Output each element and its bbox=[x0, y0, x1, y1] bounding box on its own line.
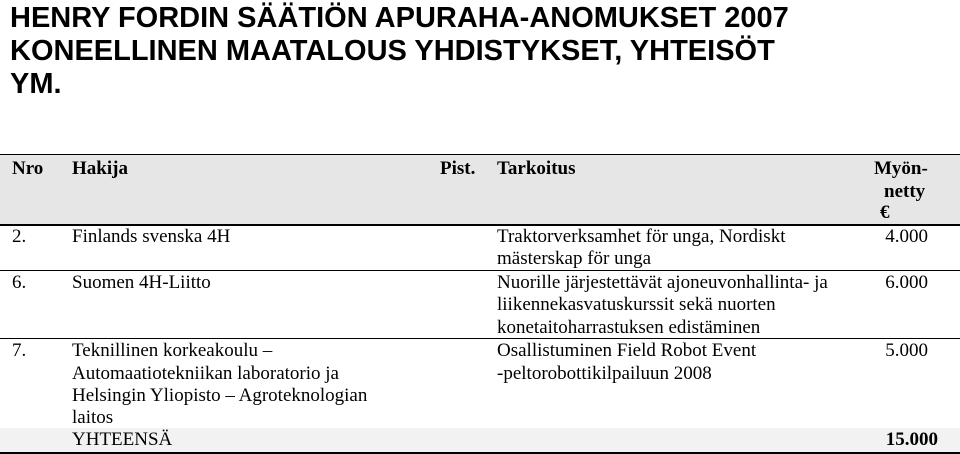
page-title bbox=[10, 2, 950, 101]
row-3-hakija-line-1: Teknillinen korkeakoulu – bbox=[72, 340, 273, 361]
header-tarkoitus: Tarkoitus bbox=[497, 158, 576, 179]
row-3-hakija-line-3: Helsingin Yliopisto – Agroteknologian bbox=[72, 385, 368, 406]
row-1-amount: 4.000 bbox=[885, 226, 928, 247]
row-2-tarkoitus-line-2: liikennekasvatuskurssit sekä nuorten bbox=[497, 294, 776, 315]
row-3-tarkoitus-line-1: Osallistuminen Field Robot Event bbox=[497, 340, 757, 361]
row-2-tarkoitus-line-3: konetaitoharrastuksen edistäminen bbox=[497, 317, 761, 338]
row-3-hakija-line-4: laitos bbox=[72, 407, 114, 428]
euro-icon: € bbox=[880, 202, 890, 223]
row-3-amount: 5.000 bbox=[885, 340, 928, 361]
page-title-line-1: HENRY FORDIN SÄÄTIÖN APURAHA-ANOMUKSET 2007 bbox=[10, 2, 789, 34]
page-title-line-2: KONEELLINEN MAATALOUS YHDISTYKSET, YHTEISÖT bbox=[10, 35, 775, 67]
row-2-tarkoitus-line-1: Nuorille järjestettävät ajoneuvonhallinta- ja bbox=[497, 272, 828, 293]
row-2-amount: 6.000 bbox=[885, 272, 928, 293]
row-1-hakija: Finlands svenska 4H bbox=[72, 226, 231, 247]
row-1-tarkoitus-line-2: mästerskap för unga bbox=[497, 248, 652, 269]
total-amount: 15.000 bbox=[885, 429, 938, 450]
total-label: YHTEENSÄ bbox=[72, 429, 173, 450]
table-top-border bbox=[0, 154, 960, 155]
header-hakija: Hakija bbox=[72, 158, 128, 179]
row-3-hakija-line-2: Automaatiotekniikan laboratorio ja bbox=[72, 363, 339, 384]
page-title-line-3: YM. bbox=[10, 68, 62, 100]
table-header-row bbox=[0, 154, 960, 224]
row-2-hakija: Suomen 4H-Liitto bbox=[72, 272, 211, 293]
header-myonnetty-2: netty bbox=[884, 181, 926, 202]
row-2-nro: 6. bbox=[12, 272, 27, 293]
row-3-tarkoitus-line-2: -peltorobottikilpailuun 2008 bbox=[497, 363, 712, 384]
row-1-nro: 2. bbox=[12, 226, 27, 247]
header-myonnetty-1: Myön- bbox=[874, 158, 928, 179]
header-nro: Nro bbox=[12, 158, 44, 179]
row-3-nro: 7. bbox=[12, 340, 27, 361]
header-pist: Pist. bbox=[440, 158, 476, 179]
row-1-tarkoitus-line-1: Traktorverksamhet för unga, Nordiskt bbox=[497, 226, 786, 247]
